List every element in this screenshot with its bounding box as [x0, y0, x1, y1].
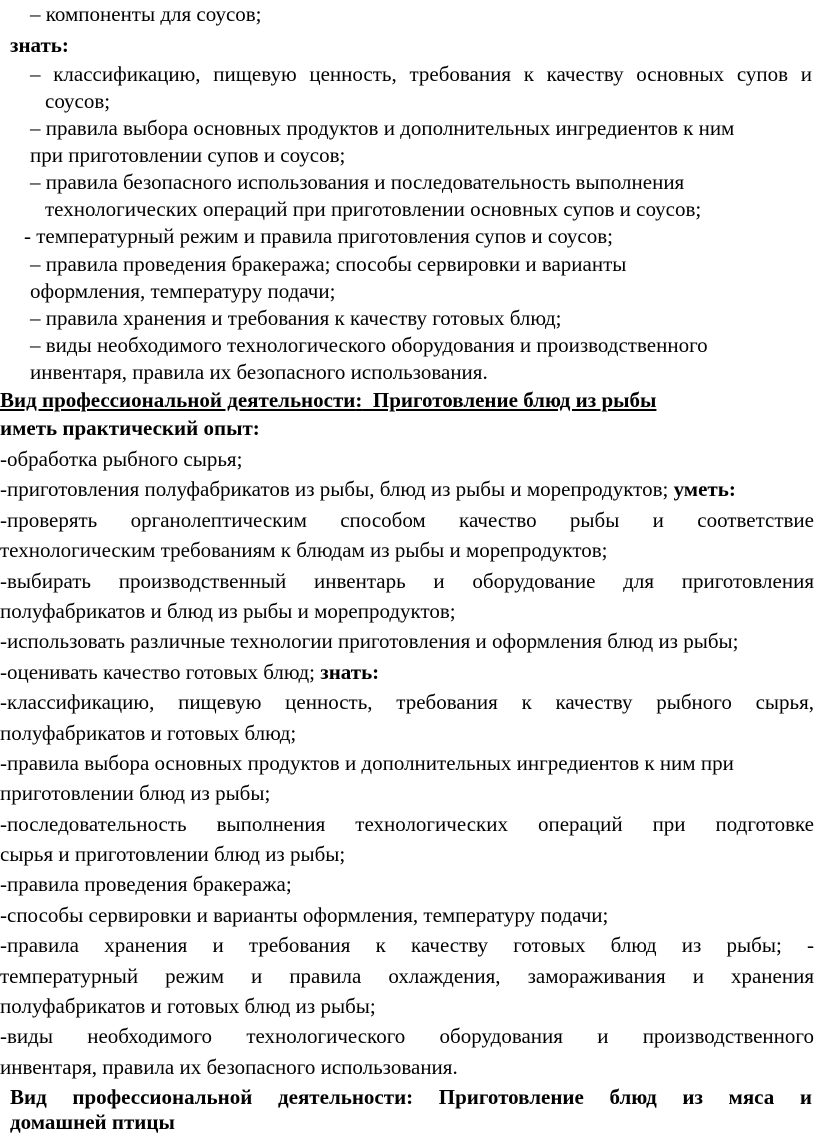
text-run: -оценивать качество готовых блюд; — [0, 660, 316, 684]
section-heading: иметь практический опыт: — [0, 416, 260, 440]
text-line: -последовательность выполнения технологических операций при подготовке — [0, 812, 814, 836]
text-line: технологическим требованиям к блюдам из рыбы и морепродуктов; — [0, 538, 608, 562]
text-line: оформления, температуру подачи; — [30, 279, 336, 303]
activity-heading — [0, 388, 656, 414]
text-line: инвентаря, правила их безопасного использования. — [30, 360, 488, 384]
activity-title: Приготовление блюд из рыбы — [362, 388, 657, 412]
text-line: – правила хранения и требования к качеству готовых блюд; — [30, 306, 562, 330]
activity-heading-cont: домашней птицы — [10, 1110, 175, 1134]
text-line — [0, 660, 379, 686]
text-line: сырья и приготовлении блюд из рыбы; — [0, 842, 346, 866]
text-line: – компоненты для соусов; — [30, 2, 262, 26]
text-line: температурный режим и правила охлаждения, замораживания и хранения — [0, 964, 814, 988]
text-line: -способы сервировки и варианты оформления, температуру подачи; — [0, 903, 609, 927]
text-line: - температурный режим и правила приготовления супов и соусов; — [24, 224, 614, 248]
text-run: -приготовления полуфабрикатов из рыбы, блюд из рыбы и морепродуктов; — [0, 477, 669, 501]
text-line: – виды необходимого технологического оборудования и производственного — [30, 333, 708, 357]
text-line: соусов; — [45, 89, 111, 113]
text-line: при приготовлении супов и соусов; — [30, 143, 346, 167]
text-line: -обработка рыбного сырья; — [0, 447, 243, 471]
text-line: – классификацию, пищевую ценность, требования к качеству основных супов и — [30, 62, 812, 86]
text-line: -правила проведения бракеража; — [0, 872, 292, 896]
text-line: -проверять органолептическим способом качество рыбы и соответствие — [0, 508, 814, 532]
text-line: – правила безопасного использования и последовательность выполнения — [30, 170, 685, 194]
text-line: -выбирать производственный инвентарь и оборудование для приготовления — [0, 569, 814, 593]
text-line: полуфабрикатов и готовых блюд из рыбы; — [0, 994, 376, 1018]
text-line: технологических операций при приготовлении основных супов и соусов; — [45, 197, 702, 221]
text-line: полуфабрикатов и готовых блюд; — [0, 721, 297, 745]
text-line: – правила проведения бракеража; способы сервировки и варианты — [30, 252, 627, 276]
inline-heading: знать: — [320, 660, 380, 684]
text-line: -виды необходимого технологического оборудования и производственного — [0, 1024, 814, 1048]
text-line: -классификацию, пищевую ценность, требования к качеству рыбного сырья, — [0, 690, 814, 714]
text-line: -правила выбора основных продуктов и дополнительных ингредиентов к ним при — [0, 751, 734, 775]
text-line: -правила хранения и требования к качеству готовых блюд из рыбы; - — [0, 933, 814, 957]
text-line — [0, 477, 736, 503]
text-line: полуфабрикатов и блюд из рыбы и морепродуктов; — [0, 599, 456, 623]
activity-colon: : — [355, 388, 363, 412]
text-line: приготовлении блюд из рыбы; — [0, 781, 271, 805]
text-line: инвентаря, правила их безопасного использования. — [0, 1055, 458, 1079]
activity-label: Вид профессиональной деятельности — [0, 388, 356, 412]
activity-heading: Вид профессиональной деятельности: Приготовление блюд из мяса и — [10, 1085, 812, 1109]
text-line: -использовать различные технологии приготовления и оформления блюд из рыбы; — [0, 629, 739, 653]
inline-heading: уметь: — [673, 477, 736, 501]
section-heading: знать: — [10, 33, 69, 57]
text-line: – правила выбора основных продуктов и дополнительных ингредиентов к ним — [30, 116, 735, 140]
